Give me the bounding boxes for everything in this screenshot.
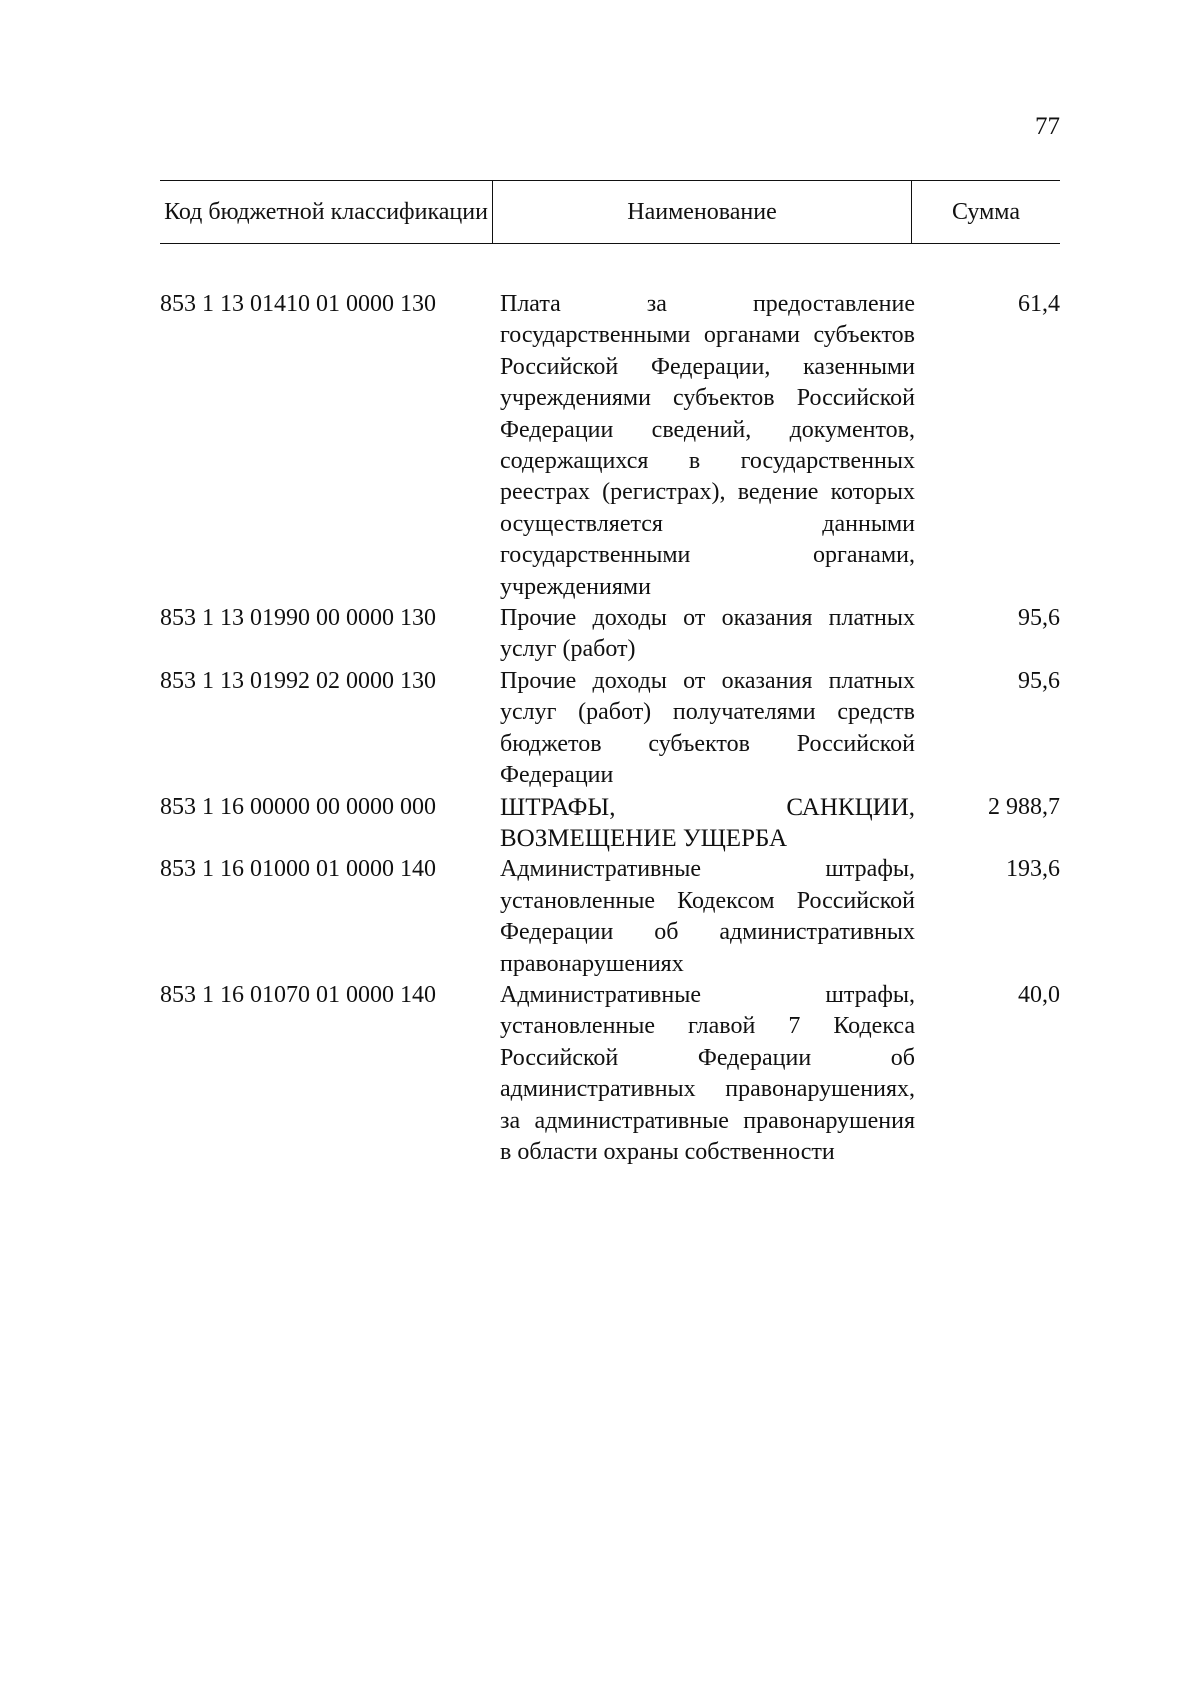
row-name: Административные штрафы, установленные Кодексом Российской Федерации об административных правонарушениях [500, 856, 915, 977]
row-name: Плата за предоставление государственными органами субъектов Российской Федерации, казенными учреждениями субъектов Российской Федерации сведений, документов, содержащихся в государственных реестрах (регистрах), ведение которых осуществляется данными государственными органами, учреждениями [500, 291, 915, 600]
row-code: 853 1 16 01000 01 0000 140 [160, 856, 436, 883]
row-code: 853 1 16 00000 00 0000 000 [160, 793, 436, 820]
table-header [160, 180, 1060, 244]
row-name: ШТРАФЫ, САНКЦИИ, ВОЗМЕЩЕНИЕ УЩЕРБА [500, 793, 915, 852]
row-code: 853 1 16 01070 01 0000 140 [160, 981, 436, 1008]
table-row [160, 980, 1060, 1168]
header-sum: Сумма [952, 199, 1020, 225]
row-sum: 61,4 [1018, 291, 1060, 317]
row-sum: 40,0 [1018, 981, 1060, 1008]
row-name: Прочие доходы от оказания платных услуг (работ) получателями средств бюджетов субъектов Российской Федерации [500, 667, 915, 789]
row-sum: 95,6 [1018, 605, 1060, 632]
row-code: 853 1 13 01992 02 0000 130 [160, 667, 436, 694]
table-row [160, 666, 1060, 792]
row-sum: 2 988,7 [988, 793, 1060, 820]
row-sum: 95,6 [1018, 667, 1060, 694]
row-name: Прочие доходы от оказания платных услуг (работ) [500, 605, 915, 663]
table-row [160, 289, 1060, 603]
row-sum: 193,6 [1006, 856, 1060, 883]
header-name: Наименование [492, 181, 912, 243]
row-name: Административные штрафы, установленные главой 7 Кодекса Российской Федерации об административных правонарушениях, за административные правонарушения в области охраны собственности [500, 981, 915, 1165]
table-row [160, 854, 1060, 980]
table-row [160, 792, 1060, 855]
page-number: 77 [1035, 113, 1060, 140]
row-code: 853 1 13 01410 01 0000 130 [160, 291, 436, 317]
table-body [160, 289, 1060, 1168]
table-row [160, 603, 1060, 666]
row-code: 853 1 13 01990 00 0000 130 [160, 605, 436, 632]
header-code: Код бюджетной классификации [164, 199, 488, 225]
